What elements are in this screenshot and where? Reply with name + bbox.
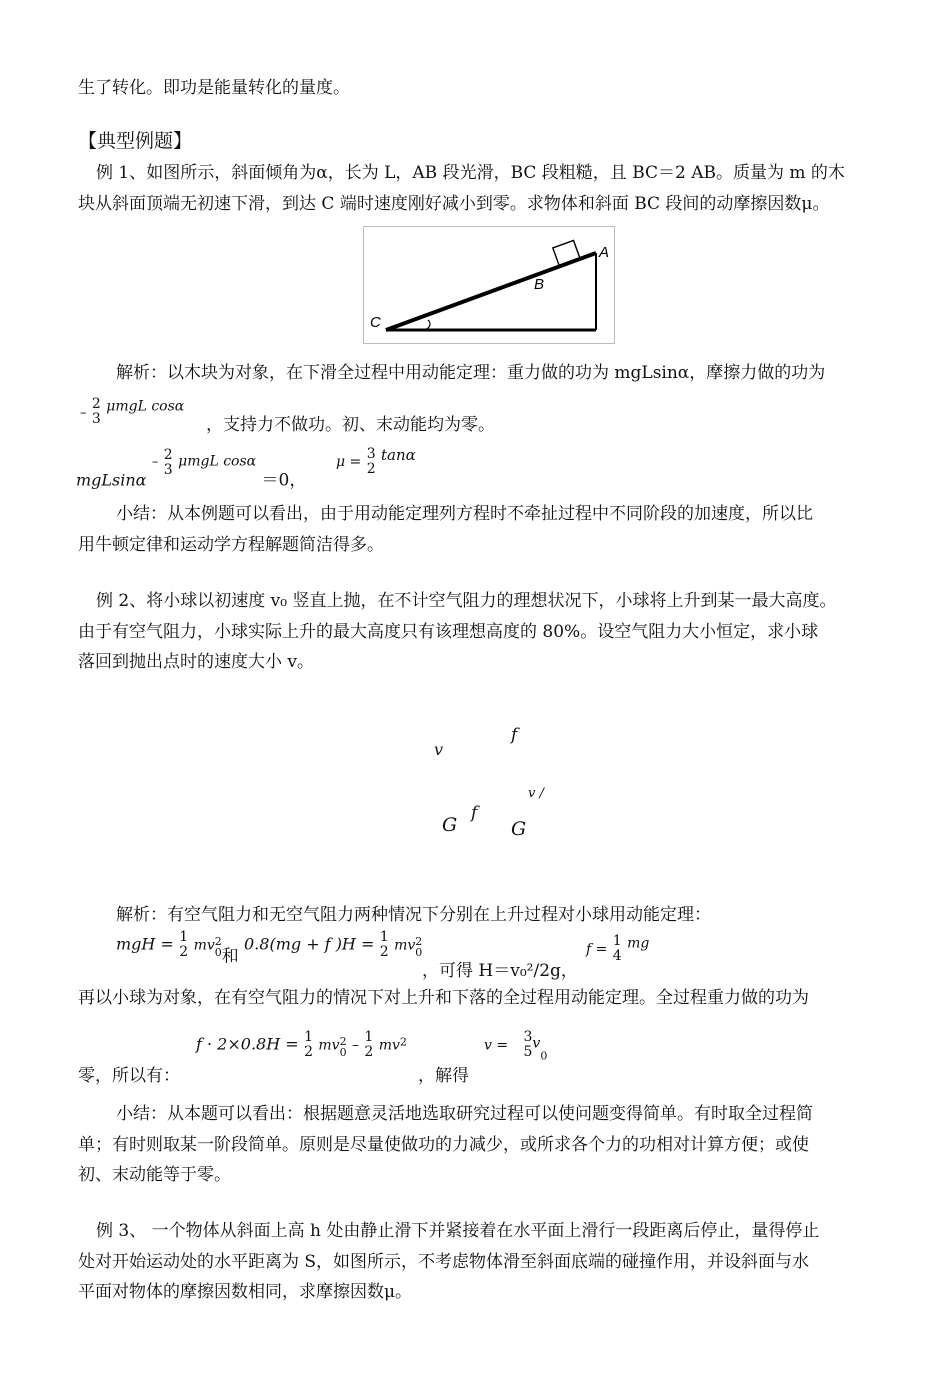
friction-low-label: f bbox=[471, 803, 478, 823]
energy-equation-3: 0.8(mg + f )H = 1 2 mv 2 0 bbox=[244, 929, 423, 960]
example2-line1: 例 2、将小球以初速度 v₀ 竖直上抛，在不计空气阻力的理想状况下，小球将上升到某一最大高度。 bbox=[96, 591, 837, 611]
label-a: A bbox=[599, 244, 610, 261]
example2-analysis-line1: 解析：有空气阻力和无空气阻力两种情况下分别在上升过程对小球用动能定理： bbox=[116, 905, 711, 925]
energy-equation-2: mgH = 1 2 mv 2 0 和 bbox=[116, 929, 239, 967]
mu-result: μ = 3 2 tanα bbox=[336, 445, 416, 477]
label-b: B bbox=[534, 276, 545, 293]
label-c: C bbox=[370, 314, 381, 331]
section-heading: 【典型例题】 bbox=[78, 130, 193, 152]
intro-line: 生了转化。即功是能量转化的量度。 bbox=[78, 78, 350, 98]
example2-analysis-line4b: ，解得 bbox=[418, 1066, 469, 1086]
example1-analysis-line2: ，支持力不做功。初、末动能均为零。 bbox=[206, 415, 495, 435]
example1-summary-line1: 小结：从本例题可以看出，由于用动能定理列方程时不牵扯过程中不同阶段的加速度，所以比 bbox=[116, 504, 813, 524]
example3-line2: 处对开始运动处的水平距离为 S，如图所示，不考虑物体滑至斜面底端的碰撞作用，并设斜面与水 bbox=[78, 1252, 810, 1272]
velocity-up-label: v bbox=[434, 740, 444, 759]
example2-line3: 落回到抛出点时的速度大小 v。 bbox=[78, 652, 315, 672]
height-result-text: ，可得 H＝v₀²/2g， bbox=[422, 961, 578, 981]
example2-summary-line1: 小结：从本题可以看出：根据题意灵活地选取研究过程可以使问题变得简单。有时取全过程简 bbox=[116, 1104, 813, 1124]
example1-summary-line2: 用牛顿定律和运动学方程解题简洁得多。 bbox=[78, 535, 384, 555]
example2-analysis-line3: 再以小球为对象，在有空气阻力的情况下对上升和下落的全过程用动能定理。全过程重力做的功为 bbox=[78, 988, 809, 1008]
example1-line1: 例 1、如图所示，斜面倾角为α，长为 L，AB 段光滑，BC 段粗糙，且 BC＝2 AB。质量为 m 的木 bbox=[96, 163, 845, 183]
example2-summary-line3: 初、末动能等于零。 bbox=[78, 1165, 231, 1185]
friction-result: f = 1 4 $^{mg}$ bbox=[586, 933, 650, 964]
fraction-2-3: 2 3 bbox=[91, 396, 101, 427]
example2-summary-line2: 单；有时则取某一阶段简单。原则是尽量使做功的力减少，或所求各个力的功相对计算方便；或使 bbox=[78, 1135, 809, 1155]
energy-equation-1: mgLsinα – 2 3 μmgL cosα ＝0， bbox=[76, 447, 307, 491]
example3-line1: 例 3、 一个物体从斜面上高 h 处由静止滑下并紧接着在水平面上滑行一段距离后停止，量得停止 bbox=[96, 1221, 820, 1241]
energy-equation-4: f · 2×0.8H = 1 2 mv 2 0 – 1 2 $mv^2$ bbox=[196, 1029, 407, 1060]
gravity-left-label: G bbox=[442, 814, 458, 836]
velocity-result: v = 3 5 $v_0$ bbox=[484, 1029, 548, 1063]
incline-diagram bbox=[364, 227, 614, 343]
example1-line2: 块从斜面顶端无初速下滑，到达 C 端时速度刚好减小到零。求物体和斜面 BC 段间的动摩擦因数μ。 bbox=[78, 194, 830, 214]
example1-analysis-line1: 解析：以木块为对象，在下滑全过程中用动能定理：重力做的功为 mgLsinα，摩擦力做的功为 bbox=[116, 363, 826, 383]
example3-line3: 平面对物体的摩擦因数相同，求摩擦因数μ。 bbox=[78, 1282, 413, 1302]
friction-work-formula: – 2 3 $^{\mu mgL cos\alpha}$ bbox=[80, 396, 185, 427]
velocity-down-label: v / bbox=[528, 786, 544, 801]
incline-figure bbox=[363, 226, 615, 344]
friction-top-label: f bbox=[511, 725, 518, 745]
example2-analysis-line4a: 零，所以有： bbox=[78, 1066, 180, 1086]
example2-line2: 由于有空气阻力，小球实际上升的最大高度只有该理想高度的 80%。设空气阻力大小恒定，求小球 bbox=[78, 622, 819, 642]
gravity-right-label: G bbox=[511, 818, 527, 840]
